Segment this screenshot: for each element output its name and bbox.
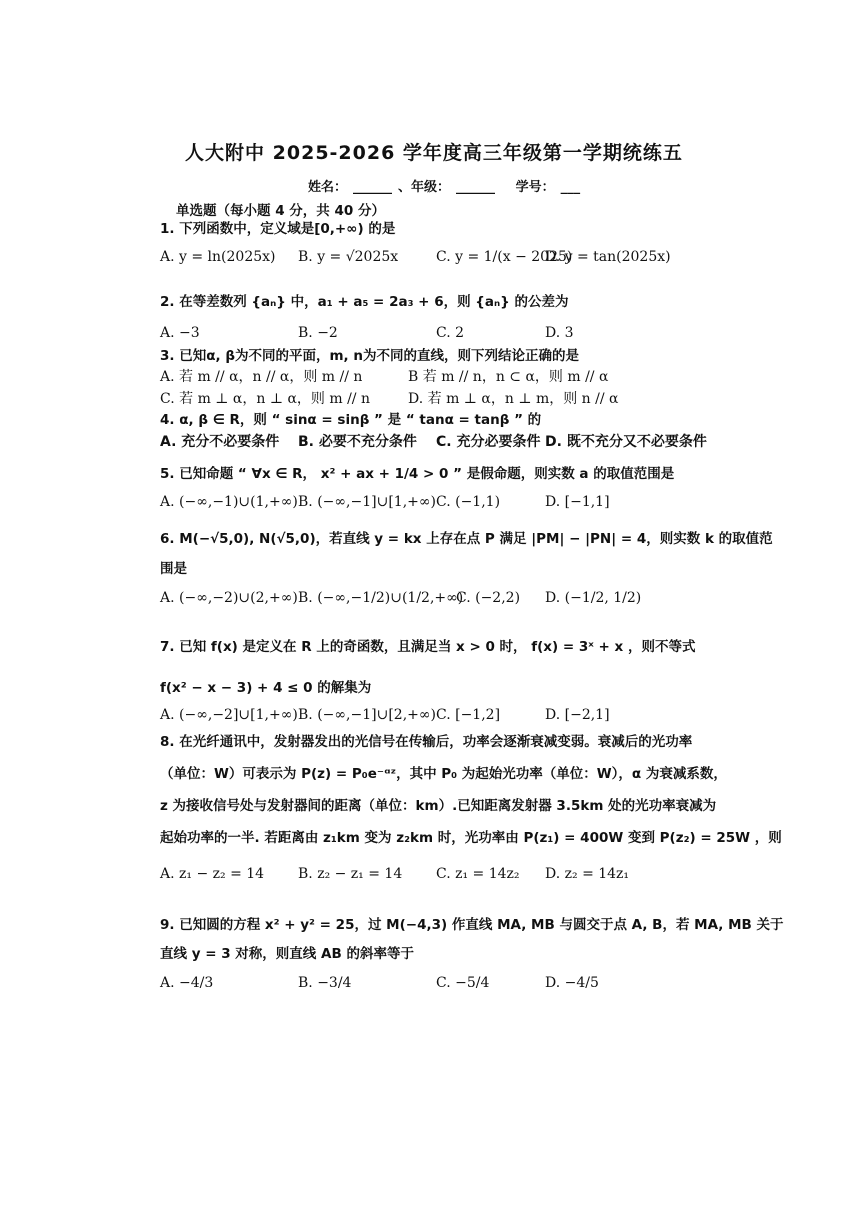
- id-blank: ___: [560, 180, 581, 195]
- question-5-stem: 5. 已知命题 “ ∀x ∈ R， x² + ax + 1/4 > 0 ” 是假命题，则实数 a 的取值范围是: [160, 466, 675, 482]
- question-9-stem-cont: 直线 y = 3 对称，则直线 AB 的斜率等于: [160, 946, 414, 962]
- question-4-stem: 4. α, β ∈ R，则 “ sinα = sinβ ” 是 “ tanα = tanβ ” 的: [160, 412, 542, 428]
- q3-option-a: A. 若 m // α，n // α，则 m // n: [160, 369, 363, 385]
- q4-option-a: A. 充分不必要条件: [160, 434, 280, 450]
- question-9-stem: 9. 已知圆的方程 x² + y² = 25，过 M(−4,3) 作直线 MA, MB 与圆交于点 A, B，若 MA, MB 关于: [160, 917, 784, 933]
- q9-option-a: A. −4/3: [160, 975, 214, 991]
- student-info: [308, 176, 586, 195]
- q8-option-c: C. z₁ = 14z₂: [436, 866, 520, 882]
- question-1-stem: 1. 下列函数中，定义域是[0,+∞) 的是: [160, 221, 396, 237]
- q2-option-b: B. −2: [298, 325, 338, 341]
- q3-option-d: D. 若 m ⊥ α，n ⊥ m，则 n // α: [408, 391, 619, 407]
- question-8-stem-4: 起始功率的一半. 若距离由 z₁km 变为 z₂km 时，光功率由 P(z₁) = 400W 变到 P(z₂) = 25W ，则: [160, 830, 782, 846]
- q4-option-b: B. 必要不充分条件: [298, 434, 417, 450]
- q5-option-a: A. (−∞,−1)∪(1,+∞): [160, 494, 298, 510]
- q5-option-c: C. (−1,1): [436, 494, 501, 510]
- question-8-stem-2: （单位：W）可表示为 P(z) = P₀e⁻ᵅᶻ，其中 P₀ 为起始光功率（单位：W），α 为衰减系数，: [160, 766, 727, 782]
- grade-blank: ______: [456, 180, 496, 195]
- q4-option-d: D. 既不充分又不必要条件: [545, 434, 707, 450]
- q7-option-d: D. [−2,1]: [545, 707, 610, 723]
- q6-option-d: D. (−1/2, 1/2): [545, 590, 642, 606]
- q7-option-a: A. (−∞,−2]∪[1,+∞): [160, 707, 298, 723]
- q8-option-a: A. z₁ − z₂ = 14: [160, 866, 265, 882]
- question-8-stem: 8. 在光纤通讯中，发射器发出的光信号在传输后，功率会逐渐衰减变弱。衰减后的光功率: [160, 734, 693, 750]
- name-label: 姓名：: [308, 180, 348, 195]
- name-blank: ______: [353, 180, 393, 195]
- q1-option-d: D. y = tan(2025x): [545, 249, 671, 265]
- question-7-stem: 7. 已知 f(x) 是定义在 R 上的奇函数，且满足当 x > 0 时， f(x) = 3ˣ + x ，则不等式: [160, 639, 696, 655]
- q9-option-b: B. −3/4: [298, 975, 352, 991]
- q3-option-c: C. 若 m ⊥ α，n ⊥ α，则 m // n: [160, 391, 370, 407]
- q2-option-a: A. −3: [160, 325, 200, 341]
- question-2-stem: 2. 在等差数列 {aₙ} 中，a₁ + a₅ = 2a₃ + 6，则 {aₙ} 的公差为: [160, 294, 569, 310]
- q6-option-c: C. (−2,2): [456, 590, 521, 606]
- q9-option-c: C. −5/4: [436, 975, 490, 991]
- q9-option-d: D. −4/5: [545, 975, 599, 991]
- q6-option-b: B. (−∞,−1/2)∪(1/2,+∞): [298, 590, 464, 606]
- q5-option-b: B. (−∞,−1]∪[1,+∞): [298, 494, 436, 510]
- q1-option-b: B. y = √2025x: [298, 249, 399, 265]
- section-heading: 单选题（每小题 4 分，共 40 分）: [176, 203, 385, 219]
- grade-label: 、年级：: [398, 180, 451, 195]
- q2-option-c: C. 2: [436, 325, 465, 341]
- question-6-stem-cont: 围是: [160, 561, 187, 577]
- question-3-stem: 3. 已知α, β为不同的平面，m, n为不同的直线，则下列结论正确的是: [160, 348, 579, 364]
- q4-option-c: C. 充分必要条件: [436, 434, 541, 450]
- question-6-stem: 6. M(−√5,0), N(√5,0)，若直线 y = kx 上存在点 P 满足 |PM| − |PN| = 4，则实数 k 的取值范: [160, 531, 773, 547]
- q8-option-d: D. z₂ = 14z₁: [545, 866, 630, 882]
- q8-option-b: B. z₂ − z₁ = 14: [298, 866, 403, 882]
- q6-option-a: A. (−∞,−2)∪(2,+∞): [160, 590, 298, 606]
- q7-option-b: B. (−∞,−1]∪[2,+∞): [298, 707, 436, 723]
- q2-option-d: D. 3: [545, 325, 574, 341]
- q1-option-a: A. y = ln(2025x): [160, 249, 276, 265]
- q5-option-d: D. [−1,1]: [545, 494, 610, 510]
- q1-option-c: C. y = 1/(x − 2025): [436, 249, 573, 265]
- q3-option-b: B 若 m // n，n ⊂ α，则 m // α: [408, 369, 609, 385]
- q7-option-c: C. [−1,2]: [436, 707, 501, 723]
- question-8-stem-3: z 为接收信号处与发射器间的距离（单位：km）.已知距离发射器 3.5km 处的光功率衰减为: [160, 798, 717, 814]
- exam-title: 人大附中 2025-2026 学年度高三年级第一学期统练五: [185, 142, 683, 164]
- question-7-stem-cont: f(x² − x − 3) + 4 ≤ 0 的解集为: [160, 680, 372, 696]
- id-label: 学号：: [515, 180, 555, 195]
